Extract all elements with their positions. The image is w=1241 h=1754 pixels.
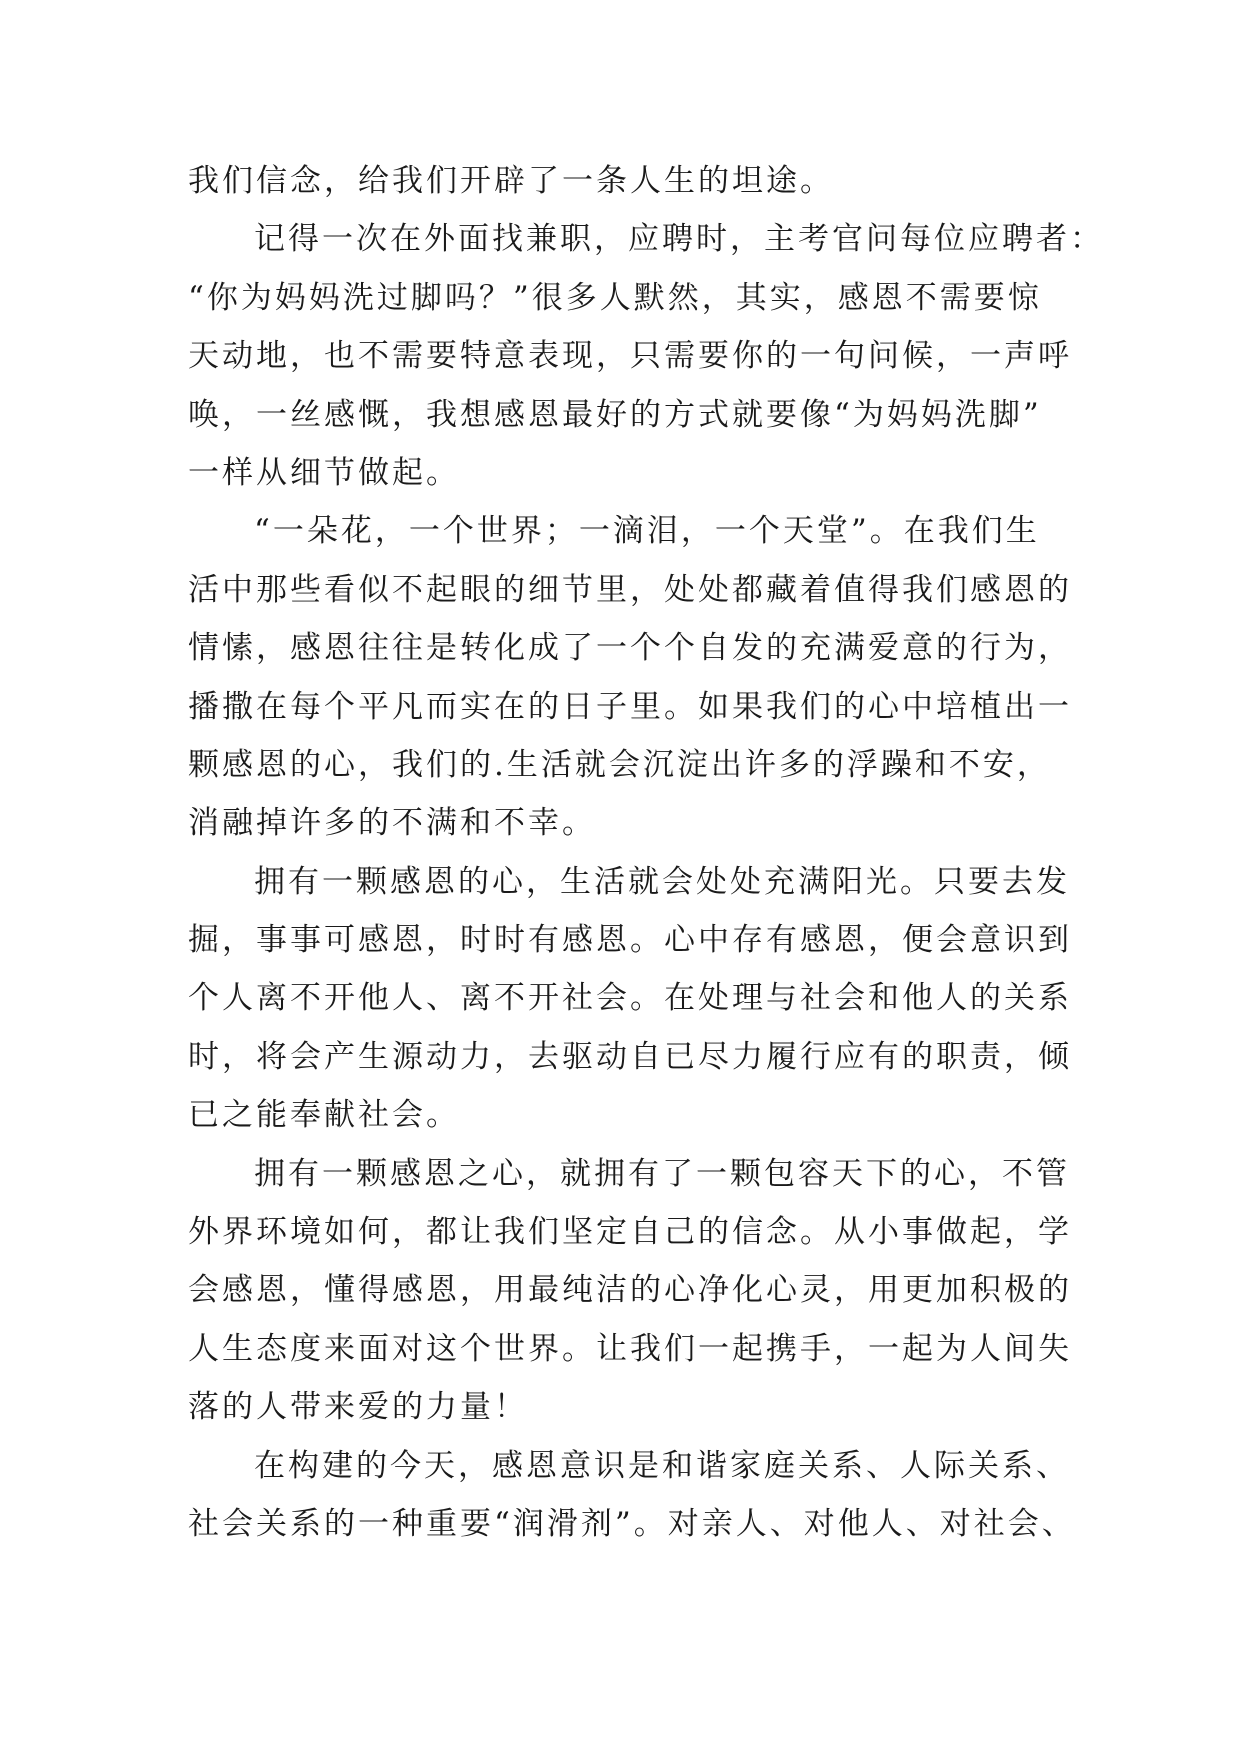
- text-line: “一朵花，一个世界；一滴泪，一个天堂”。在我们生: [254, 513, 1040, 550]
- text-line: 颗感恩的心，我们的.生活就会沉淀出许多的浮躁和不安，: [188, 746, 1051, 783]
- text-line: 时，将会产生源动力，去驱动自已尽力履行应有的职责，倾: [188, 1038, 1072, 1075]
- text-line: 掘，事事可感恩，时时有感恩。心中存有感恩，便会意识到: [188, 922, 1072, 959]
- text-line: 外界环境如何，都让我们坚定自己的信念。从小事做起，学: [188, 1214, 1072, 1251]
- text-line: 拥有一颗感恩的心，生活就会处处充满阳光。只要去发: [254, 863, 1070, 900]
- text-line: “你为妈妈洗过脚吗？”很多人默然，其实，感恩不需要惊: [188, 279, 1042, 316]
- document-body: [188, 152, 1104, 1553]
- text-line: 拥有一颗感恩之心，就拥有了一颗包容天下的心，不管: [254, 1155, 1070, 1192]
- text-line: 记得一次在外面找兼职，应聘时，主考官问每位应聘者：: [254, 221, 1104, 258]
- text-line: 情愫，感恩往往是转化成了一个个自发的充满爱意的行为，: [188, 630, 1072, 667]
- text-line: 天动地，也不需要特意表现，只需要你的一句问候，一声呼: [188, 338, 1072, 375]
- text-line: 落的人带来爱的力量！: [188, 1389, 528, 1426]
- text-line: 个人离不开他人、离不开社会。在处理与社会和他人的关系: [188, 980, 1072, 1017]
- text-line: 我们信念，给我们开辟了一条人生的坦途。: [188, 163, 834, 199]
- text-line: 社会关系的一种重要“润滑剂”。对亲人、对他人、对社会、: [188, 1505, 1076, 1542]
- text-line: 会感恩，懂得感恩，用最纯洁的心净化心灵，用更加积极的: [188, 1272, 1072, 1309]
- text-line: 人生态度来面对这个世界。让我们一起携手，一起为人间失: [188, 1330, 1072, 1367]
- text-line: 已之能奉献社会。: [188, 1097, 460, 1134]
- text-line: 唤，一丝感慨，我想感恩最好的方式就要像“为妈妈洗脚”: [188, 396, 1042, 433]
- text-line: 消融掉许多的不满和不幸。: [188, 805, 596, 842]
- text-line: 一样从细节做起。: [188, 454, 460, 491]
- text-line: 活中那些看似不起眼的细节里，处处都藏着值得我们感恩的: [188, 571, 1072, 608]
- text-line: 在构建的今天，感恩意识是和谐家庭关系、人际关系、: [254, 1447, 1070, 1484]
- text-line: 播撒在每个平凡而实在的日子里。如果我们的心中培植出一: [188, 688, 1072, 725]
